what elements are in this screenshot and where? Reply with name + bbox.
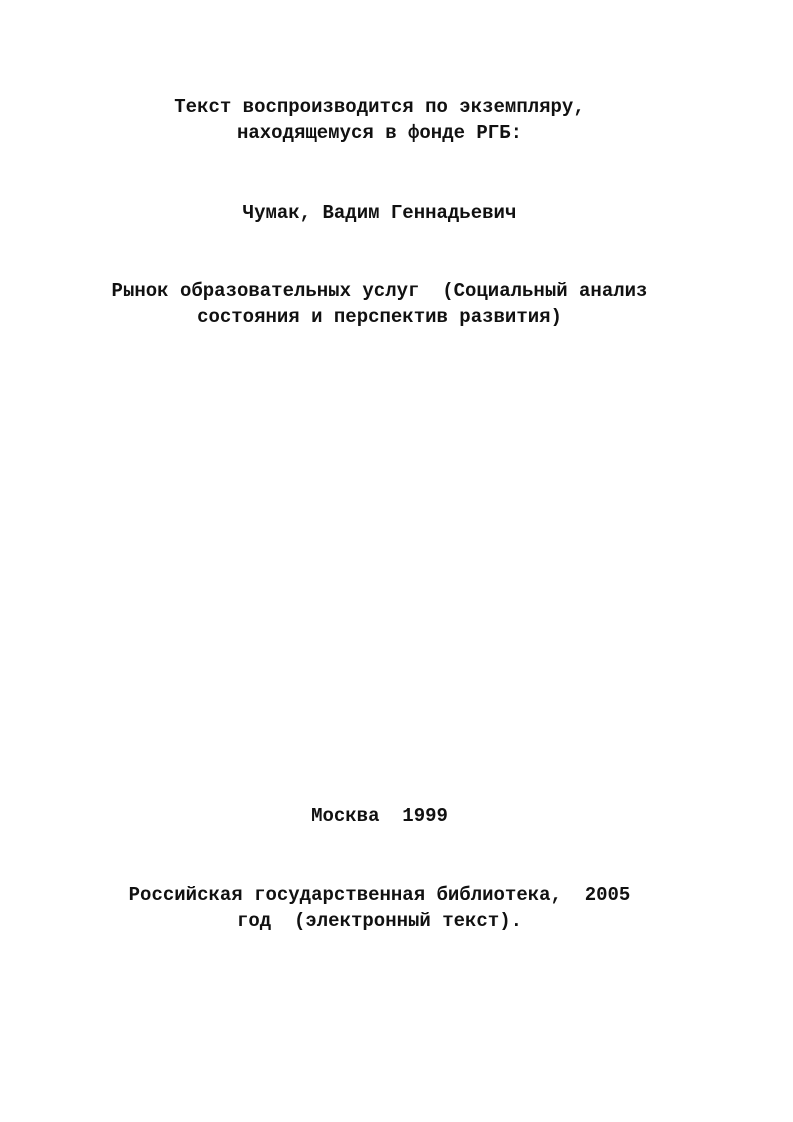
title-line-2: состояния и перспектив развития): [197, 306, 562, 328]
author-name: Чумак, Вадим Геннадьевич: [242, 202, 517, 224]
title-line-1: Рынок образовательных услуг (Социальный анализ: [111, 280, 648, 302]
publisher-line-1: Российская государственная библиотека, 2005: [128, 884, 631, 906]
reproduction-note-line-1: Текст воспроизводится по экземпляру,: [174, 96, 585, 118]
place-and-year: Москва 1999: [311, 805, 448, 827]
publisher-line-2: год (электронный текст).: [236, 910, 523, 932]
reproduction-note-line-2: находящемуся в фонде РГБ:: [236, 122, 523, 144]
